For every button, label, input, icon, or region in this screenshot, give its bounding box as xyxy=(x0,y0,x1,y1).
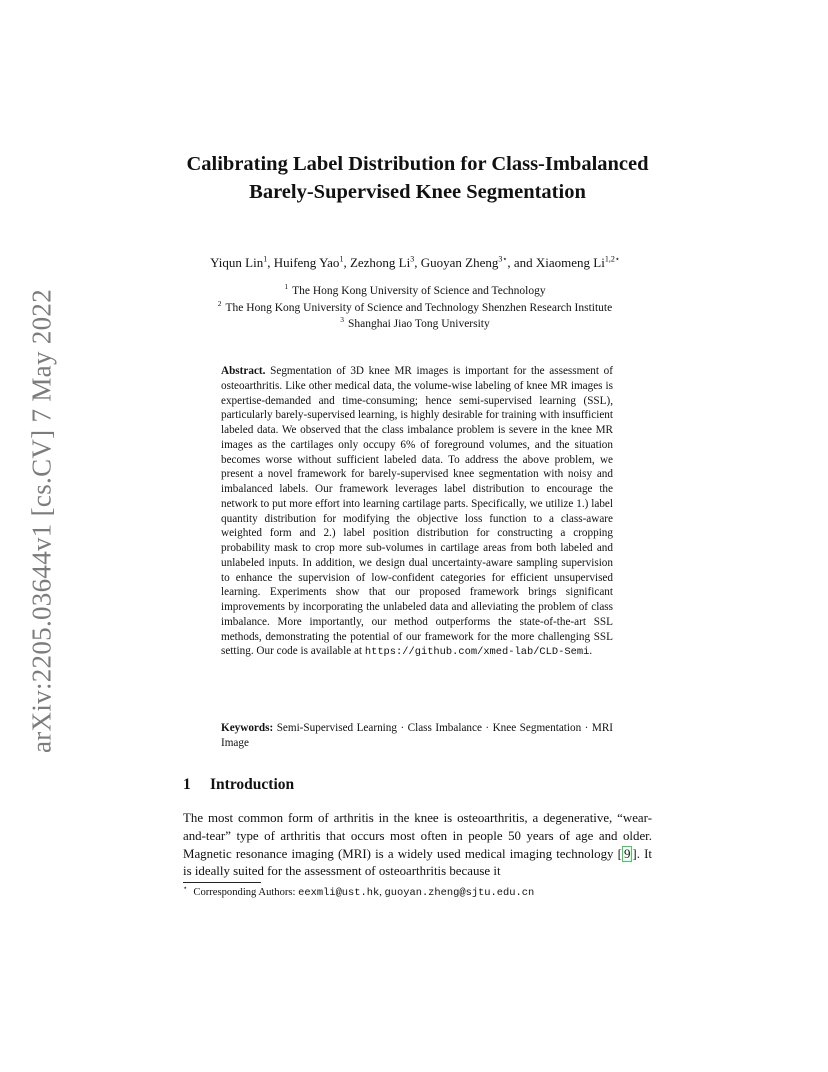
intro-text-continued: . It is ideally suited for the assessment of osteoarthritis because it xyxy=(183,846,652,879)
author: Guoyan Zheng xyxy=(420,255,499,270)
author-affiliation-mark: 1 xyxy=(263,254,268,264)
keywords-label: Keywords: xyxy=(221,722,274,734)
author-affiliation-mark: 3⋆ xyxy=(498,254,508,264)
abstract-label: Abstract. xyxy=(221,365,266,377)
keywords-text: Semi-Supervised Learning · Class Imbalance · Knee Segmentation · MRI Image xyxy=(221,722,614,749)
affiliation-mark: 1 xyxy=(284,282,289,292)
author: Huifeng Yao xyxy=(273,255,340,270)
author-affiliation-mark: 3 xyxy=(410,254,415,264)
affiliation xyxy=(150,316,680,333)
author: Yiqun Lin xyxy=(210,255,264,270)
footnote-rule xyxy=(183,882,261,883)
affiliation-list xyxy=(150,283,680,333)
section-number: 1 xyxy=(183,776,191,793)
arxiv-identifier-text: arXiv:2205.03644v1 [cs.CV] 7 May 2022 xyxy=(26,288,57,754)
citation-link[interactable]: 9 xyxy=(623,846,631,861)
keywords xyxy=(221,721,613,751)
affiliation xyxy=(150,283,680,300)
author-affiliation-mark: 1 xyxy=(339,254,344,264)
author: Xiaomeng Li xyxy=(535,255,605,270)
abstract-text: Segmentation of 3D knee MR images is important for the assessment of osteoarthritis. Like other medical data, the volume-wise labeling of knee MR images is expertise-demanded and time-consuming; hence semi-supervised learning (SSL), particularly barely-supervised learning, is highly desirable for training with insufficient labeled data. We observed that the class imbalance problem is severe in the knee MR images as the cartilages only occupy 6% of foreground volumes, and the situation becomes worse without sufficient labeled data. To address the above problem, we present a novel framework for barely-supervised knee segmentation with noisy and imbalanced labels. Our framework leverages label distribution to encourage the network to put more effort into learning cartilage parts. Specifically, we utilize 1.) label quantity distribution for modifying the objective loss function to a class-aware weighted form and 2.) label position distribution for constructing a cropping probability mask to crop more sub-volumes in cartilage areas from both labeled and unlabeled inputs. In addition, we design dual uncertainty-aware sampling supervision to enhance the supervision of low-confident categories for efficient unsupervised learning. Experiments show that our proposed framework brings significant improvements by incorporating the unlabeled data and alleviating the problem of class imbalance. More importantly, our method outperforms the state-of-the-art SSL methods, demonstrating the potential of our framework for the more challenging SSL setting. Our code is available at xyxy=(221,365,613,658)
author-affiliation-mark: 1,2⋆ xyxy=(604,254,620,264)
abstract-end: . xyxy=(589,645,593,658)
footnote-separator: , xyxy=(379,887,382,898)
author-conjunction: and xyxy=(513,255,533,270)
paper-title: Calibrating Label Distribution for Class-Imbalanced Barely-Supervised Knee Segmentation xyxy=(186,153,649,203)
affiliation xyxy=(150,300,680,317)
affiliation-name: The Hong Kong University of Science and Technology Shenzhen Research Institute xyxy=(225,301,613,314)
affiliation-mark: 2 xyxy=(217,298,222,308)
section-title: Introduction xyxy=(210,776,295,793)
abstract xyxy=(221,364,613,660)
affiliation-mark: 3 xyxy=(340,315,344,325)
footnote-label: Corresponding Authors: xyxy=(193,887,296,898)
introduction-paragraph: The most common form of arthritis in the knee is osteoarthritis, a degenerative, “wear-and-tear” type of arthritis that occurs most often in people 50 years of age and older. Magnetic resonance imaging (MRI) is a widely used medical imaging technology [ 9 ]. It is ideally suited for the assessment of osteoarthritis because it xyxy=(183,811,652,879)
code-url-link[interactable]: https://github.com/xmed-lab/CLD-Semi xyxy=(364,646,590,659)
footnote xyxy=(183,886,653,900)
author: Zezhong Li xyxy=(349,255,411,270)
section-heading xyxy=(183,776,294,794)
intro-text: The most common form of arthritis in the knee is osteoarthritis, a degenerative, “wear-and-tear” type of arthritis that occurs most often in people 50 years of age and older. Magnetic resonance imaging (MRI) is a widely used medical imaging technology xyxy=(183,811,652,861)
footnote-mark: ⋆ xyxy=(183,884,188,893)
arxiv-identifier xyxy=(22,286,62,756)
affiliation-name: Shanghai Jiao Tong University xyxy=(347,318,490,330)
affiliation-name: The Hong Kong University of Science and Technology xyxy=(292,285,546,297)
author-list: Yiqun Lin$^1$, Huifeng Yao$^1$, Zezhong Li$^3$, Guoyan Zheng$^{3⋆}$, and Xiaomeng $Li^{1,2⋆}$ xyxy=(210,254,620,270)
email-link[interactable]: guoyan.zheng@sjtu.edu.cn xyxy=(384,887,535,899)
email-link[interactable]: eexmli@ust.hk xyxy=(298,887,380,899)
